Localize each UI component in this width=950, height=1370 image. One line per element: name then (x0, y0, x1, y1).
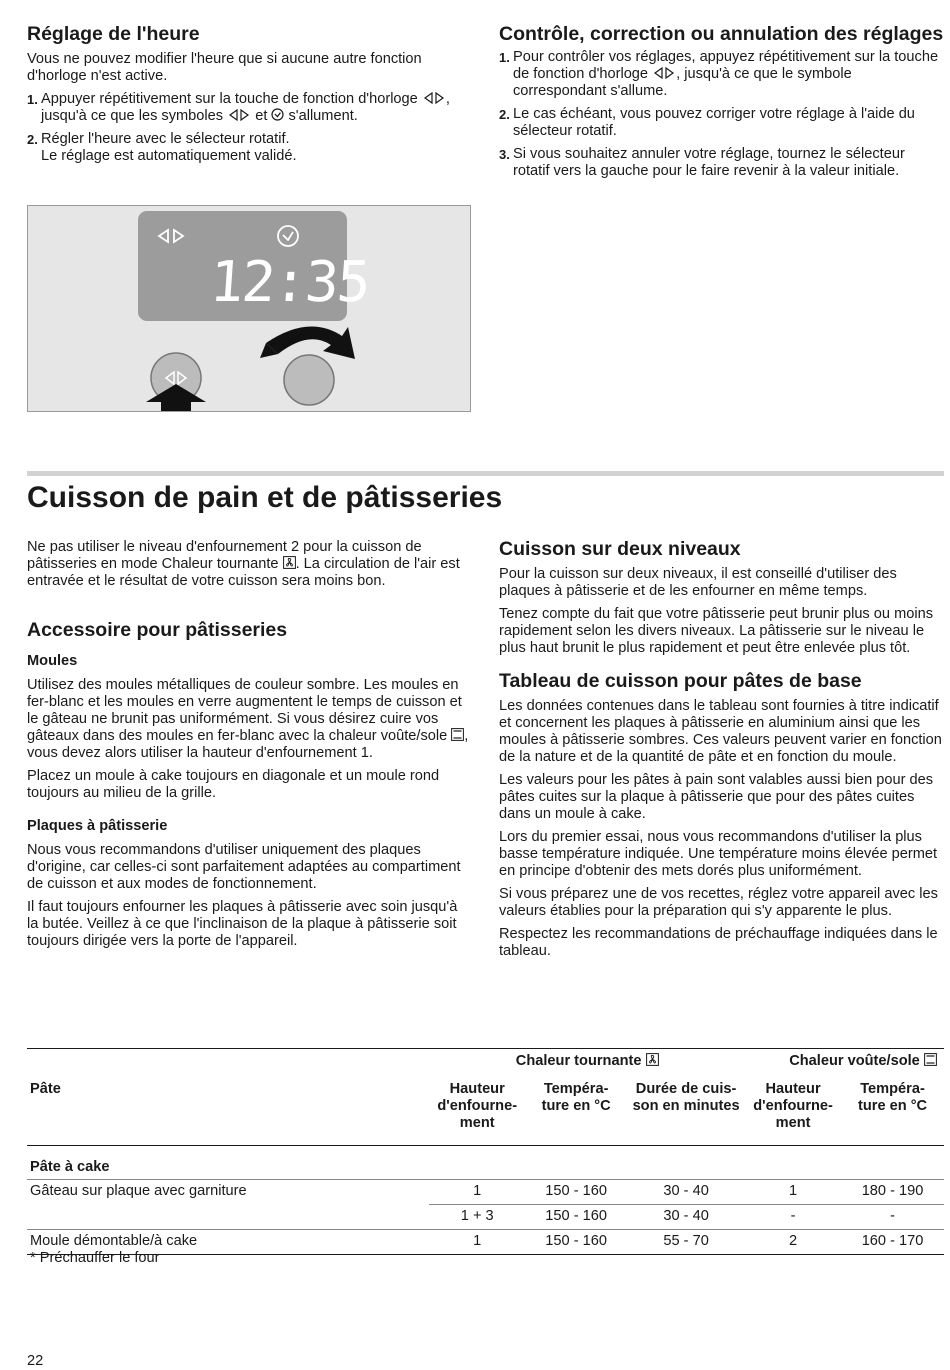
cell-temp: 150 - 160 (525, 1179, 627, 1204)
cell-hauteur: 1 (473, 1233, 482, 1249)
knob-and-buttons (28, 206, 471, 412)
section-deux-niveaux (499, 539, 944, 966)
col-header-temp-2 (841, 1071, 944, 1146)
steps-list (27, 91, 472, 165)
group-header-top-bottom-label: Chaleur voûte/sole (789, 1052, 920, 1069)
steps-list (499, 49, 944, 180)
step-number: 1. (27, 92, 38, 107)
cell-duree: 30 - 40 (663, 1208, 709, 1224)
section-controle (499, 24, 944, 186)
table-cell (27, 1049, 429, 1071)
step-text: Le cas échéant, vous pouvez corriger votre réglage à l'aide du sélecteur rotatif. (513, 106, 915, 139)
step-text: , jusqu'à ce que le symbole correspondant s'allume. (513, 66, 852, 99)
tableau-paragraph-3: Lors du premier essai, nous vous recommandons d'utiliser la plus basse température indiquée. Une température moins élevée permet en principe d'obtenir des mets dorés plus uniformément. (499, 829, 938, 879)
table-group-header (27, 1049, 944, 1071)
step-number: 1. (499, 50, 510, 65)
intro-text-b: . La circulation de l'air est entravée et le résultat de votre cuisson sera moins bon. (27, 556, 460, 589)
table-column-header (27, 1071, 944, 1146)
cell-temp-2: 180 - 190 (841, 1179, 944, 1204)
col-header-hauteur-label: Hauteur d'enfourne-ment (437, 1080, 518, 1131)
table-group-row (27, 1145, 944, 1179)
step-note: Le réglage est automatiquement validé. (41, 148, 297, 164)
col-header-pate: Pâte (30, 1080, 61, 1097)
col-header-hauteur-2-label: Hauteur d'enfourne-ment (753, 1080, 833, 1131)
table-footnote: * Préchauffer le four (30, 1250, 160, 1266)
moules-paragraph-2: Placez un moule à cake toujours en diagonale et un moule rond toujours au milieu de la grille. (27, 768, 440, 801)
cell-hauteur: 1 + 3 (460, 1208, 494, 1224)
step-text: Pour contrôler vos réglages, appuyez répétitivement sur la touche de fonction d'horloge (513, 49, 939, 82)
section-reglage-heure (27, 24, 472, 171)
intro-text (27, 539, 472, 590)
deux-paragraph-2: Tenez compte du fait que votre pâtisserie peut brunir plus ou moins rapidement selon les divers niveaux. La pâtisserie sur le niveau le plus haut brunit le plus rapidement et peut être enlevée plus tôt. (499, 606, 933, 656)
col-header-duree (627, 1071, 745, 1146)
intro-text-a: Ne pas utiliser le niveau d'enfournement 2 pour la cuisson de pâtisseries en mode Chaleur tournante (27, 539, 422, 572)
step-2 (27, 131, 472, 165)
heading-tableau: Tableau de cuisson pour pâtes de base (499, 670, 862, 692)
clock-function-icon (652, 67, 676, 79)
table-row (27, 1204, 944, 1229)
col-header-duree-label: Durée de cuis-son en minutes (632, 1080, 740, 1114)
group-header-fan (429, 1049, 745, 1071)
section-divider (27, 471, 944, 476)
table-row (27, 1229, 944, 1254)
tableau-paragraph-1: Les données contenues dans le tableau sont fournies à titre indicatif et concernent les plaques à pâtisserie en aluminium ainsi que les moules à pâtisserie sombres. Ces valeurs peuvent varier en fonction de la nature et de la quantité de pâte et en fonction du moule. (499, 698, 942, 765)
col-header-hauteur-2 (745, 1071, 841, 1146)
page-number: 22 (27, 1353, 44, 1369)
clock-function-icon (422, 92, 446, 104)
group-header-top-bottom (745, 1049, 944, 1071)
cell-pate (27, 1204, 429, 1229)
group-row-pate-cake: Pâte à cake (30, 1158, 110, 1175)
cell-duree: 30 - 40 (627, 1179, 745, 1204)
col-header-temp-label: Tempéra-ture en °C (541, 1080, 611, 1114)
plaques-paragraph-2: Il faut toujours enfourner les plaques à pâtisserie avec soin jusqu'à la butée. Veillez à ce que l'inclinaison de la plaque à pâtisserie soit toujours dirigée vers la porte de l'appareil. (27, 899, 458, 949)
heading-accessoire: Accessoire pour pâtisseries (27, 619, 288, 641)
cell-hauteur-2: 2 (789, 1233, 798, 1249)
intro-text: Vous ne pouvez modifier l'heure que si aucune autre fonction d'horloge n'est active. (27, 51, 422, 84)
cell-hauteur: 1 (429, 1179, 525, 1204)
step-text: Si vous souhaitez annuler votre réglage, tournez le sélecteur rotatif vers la gauche pour le faire revenir à la valeur initiale. (513, 146, 905, 179)
baking-table (27, 1048, 944, 1255)
cell-pate: Gâteau sur plaque avec garniture (27, 1179, 429, 1204)
step-2 (499, 106, 944, 140)
cell-duree: 55 - 70 (663, 1233, 709, 1249)
cell-pate: Moule démontable/à cake (30, 1233, 198, 1249)
step-text: et (255, 108, 268, 124)
control-panel-illustration (27, 205, 471, 412)
top-bottom-heat-icon (451, 728, 464, 741)
tableau-paragraph-4: Si vous préparez une de vos recettes, réglez votre appareil avec les valeurs établies pour la préparation qui s'y apparente le plus. (499, 886, 938, 919)
step-1 (499, 49, 944, 100)
clock-icon (271, 108, 284, 121)
section-title: Cuisson de pain et de pâtisseries (27, 481, 503, 514)
col-header-temp (525, 1071, 627, 1146)
cell-temp-2: - (890, 1208, 895, 1224)
step-number: 3. (499, 147, 510, 162)
cell-temp-2: 160 - 170 (861, 1233, 924, 1249)
step-number: 2. (27, 132, 38, 147)
heading-deux-niveaux: Cuisson sur deux niveaux (499, 538, 741, 560)
cell-hauteur-2: 1 (745, 1179, 841, 1204)
heading-plaques: Plaques à pâtisserie (27, 818, 168, 834)
tableau-paragraph-2: Les valeurs pour les pâtes à pain sont valables aussi bien pour des pâtes cuites sur la plaque à pâtisserie que pour des pâtes cuites dans un moule à cake. (499, 772, 934, 822)
step-text: Régler l'heure avec le sélecteur rotatif. (41, 131, 290, 147)
moules-paragraph (27, 677, 472, 762)
step-3 (499, 146, 944, 180)
moules-text-b: , vous devez alors utiliser la hauteur d'enfournement 1. (27, 728, 469, 761)
step-number: 2. (499, 107, 510, 122)
heading-moules: Moules (27, 653, 78, 669)
cell-hauteur-2: - (790, 1208, 796, 1224)
step-text: Appuyer répétitivement sur la touche de fonction d'horloge (41, 91, 418, 107)
section-accessoires (27, 539, 472, 956)
time-display: 12:35 (207, 250, 371, 315)
group-header-fan-label: Chaleur tournante (515, 1052, 642, 1069)
col-header-hauteur (429, 1071, 525, 1146)
tableau-paragraph-5: Respectez les recommandations de préchauffage indiquées dans le tableau. (499, 926, 938, 959)
col-header-temp-2-label: Tempéra-ture en °C (857, 1080, 928, 1114)
step-text: , jusqu'à ce que les symboles (41, 91, 450, 124)
top-bottom-heat-icon (924, 1053, 937, 1066)
step-text: s'allument. (288, 108, 358, 124)
cell-temp: 150 - 160 (545, 1233, 607, 1249)
clock-function-icon (227, 109, 251, 121)
cell-temp: 150 - 160 (545, 1208, 607, 1224)
fan-icon (283, 556, 296, 569)
plaques-paragraph-1: Nous vous recommandons d'utiliser uniquement des plaques d'origine, car celles-ci sont parfaitement adaptées au compartiment de cuisson et aux modes de fonctionnement. (27, 842, 461, 892)
step-1 (27, 91, 472, 125)
fan-icon (646, 1053, 659, 1066)
moules-text-a: Utilisez des moules métalliques de couleur sombre. Les moules en fer-blanc et les moules en verre augmentent le temps de cuisson et le gâteau ne brunit pas uniformément. Si vous désirez cuire vos gâteaux dans des moules en fer-blanc avec la chaleur voûte/sole (27, 677, 462, 744)
deux-paragraph-1: Pour la cuisson sur deux niveaux, il est conseillé d'utiliser des plaques à pâtisserie et de les enfourner en même temps. (499, 566, 897, 599)
heading-reglage-heure: Réglage de l'heure (27, 23, 200, 45)
table-row (27, 1179, 944, 1204)
heading-controle: Contrôle, correction ou annulation des réglages (499, 23, 944, 45)
